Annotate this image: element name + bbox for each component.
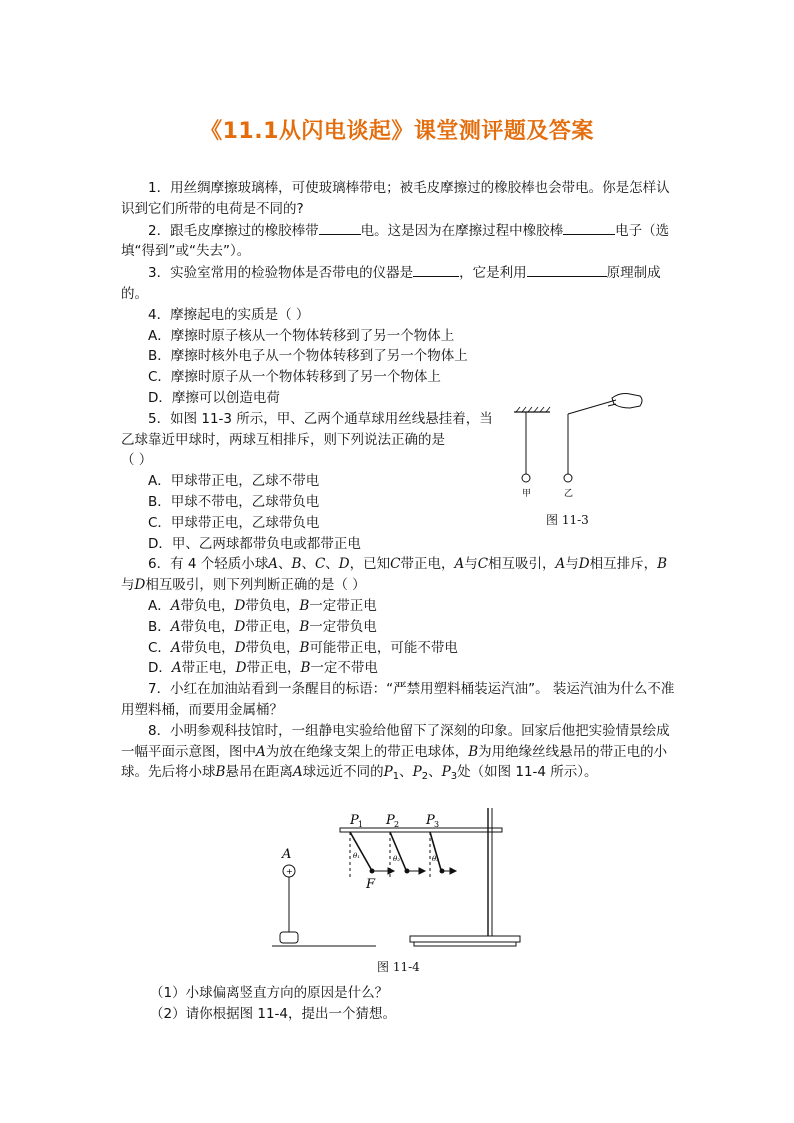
question-5-line3: （ ） <box>121 452 153 469</box>
sub-question-1: （1）小球偏离竖直方向的原因是什么？ <box>150 985 389 1001</box>
svg-text:P: P <box>350 813 359 828</box>
option: B．摩擦时核外电子从一个物体转移到了另一个物体上 <box>148 348 468 365</box>
option: A．甲球带正电，乙球不带电 <box>148 473 320 490</box>
option: B．A带负电，D带正电，B一定带负电 <box>148 618 377 635</box>
question-6: 6．有 4 个轻质小球A、B、C、D，已知C带正电，A与C相互吸引，A与D相互排斥，B与D相互吸引，则下列判断正确的是（ ） <box>121 556 668 594</box>
svg-text:F: F <box>366 877 376 892</box>
question-7: 7．小红在加油站看到一条醒目的标语：“严禁用塑料桶装运汽油”。 装运汽油为什么不准用塑料桶，而要用金属桶？ <box>121 681 675 718</box>
option: A．A带负电，D带负电，B一定带正电 <box>148 597 377 614</box>
option: D．甲、乙两球都带负电或都带正电 <box>148 535 361 552</box>
svg-text:P: P <box>386 813 395 828</box>
svg-text:θ₁: θ₁ <box>353 852 361 860</box>
sub-question-2: （2）请你根据图 11-4，提出一个猜想。 <box>150 1005 397 1022</box>
figure-caption: 图 11-3 <box>546 513 589 527</box>
hand-icon <box>568 394 642 415</box>
question-3: 3．实验室常用的检验物体是否带电的仪器是 ，它是利用 原理制成的。 <box>121 262 677 305</box>
svg-text:P: P <box>426 813 435 828</box>
svg-text:甲: 甲 <box>522 489 532 499</box>
svg-text:+: + <box>286 867 293 876</box>
svg-text:A: A <box>282 847 292 862</box>
page-title: 《11.1从闪电谈起》课堂测评题及答案 <box>200 119 594 144</box>
figure-caption: 图 11-4 <box>377 960 420 974</box>
answer-blank[interactable] <box>413 262 459 277</box>
question-4: 4．摩擦起电的实质是（ ） <box>148 306 310 323</box>
sub-questions <box>121 983 677 1025</box>
option: B．甲球不带电，乙球带负电 <box>148 493 320 510</box>
answer-blank[interactable] <box>563 220 615 235</box>
question-2: 2．跟毛皮摩擦过的橡胶棒带 电。这是因为在摩擦过程中橡胶棒 电子（选填“得到”或“失去”）。 <box>121 220 677 263</box>
svg-text:1: 1 <box>358 820 364 829</box>
answer-blank[interactable] <box>527 262 607 277</box>
option: C．甲球带正电，乙球带负电 <box>148 514 320 531</box>
option: D．A带正电，D带正电，B一定不带电 <box>148 660 378 677</box>
figure-11-4 <box>268 808 528 958</box>
figure-11-3 <box>508 390 648 530</box>
option: A．摩擦时原子核从一个物体转移到了另一个物体上 <box>148 327 455 344</box>
question-8: 8．小明参观科技馆时，一组静电实验给他留下了深刻的印象。回家后他把实验情景绘成一幅平面示意图，图中A为放在绝缘支架上的带正电球体，B为用绝缘丝线悬吊的带正电的小球。先后将小球B悬吊在距离A球远近不同的$P_1$、$P_2$、$P_3$处（如图 11-4 所示）。 <box>121 722 670 783</box>
question-1: 1．用丝绸摩擦玻璃棒，可使玻璃棒带电；被毛皮摩擦过的橡胶棒也会带电。你是怎样认识到它们所带的电荷是不同的? <box>121 180 670 217</box>
option: C．摩擦时原子从一个物体转移到了另一个物体上 <box>148 369 441 386</box>
option: D．摩擦可以创造电荷 <box>148 389 280 406</box>
question-5-line1: 5．如图 11-3 所示，甲、乙两个通草球用丝线悬挂着，当 <box>148 410 493 427</box>
svg-text:θ₂: θ₂ <box>393 855 401 863</box>
question-5-line2: 乙球靠近甲球时，两球互相排斥，则下列说法正确的是 <box>121 431 445 448</box>
svg-text:乙: 乙 <box>564 489 574 499</box>
answer-blank[interactable] <box>319 220 361 235</box>
svg-text:θ₃: θ₃ <box>432 855 440 863</box>
svg-text:2: 2 <box>394 820 400 829</box>
svg-text:3: 3 <box>434 820 440 829</box>
option: C．A带负电，D带负电，B可能带正电，可能不带电 <box>148 639 458 656</box>
